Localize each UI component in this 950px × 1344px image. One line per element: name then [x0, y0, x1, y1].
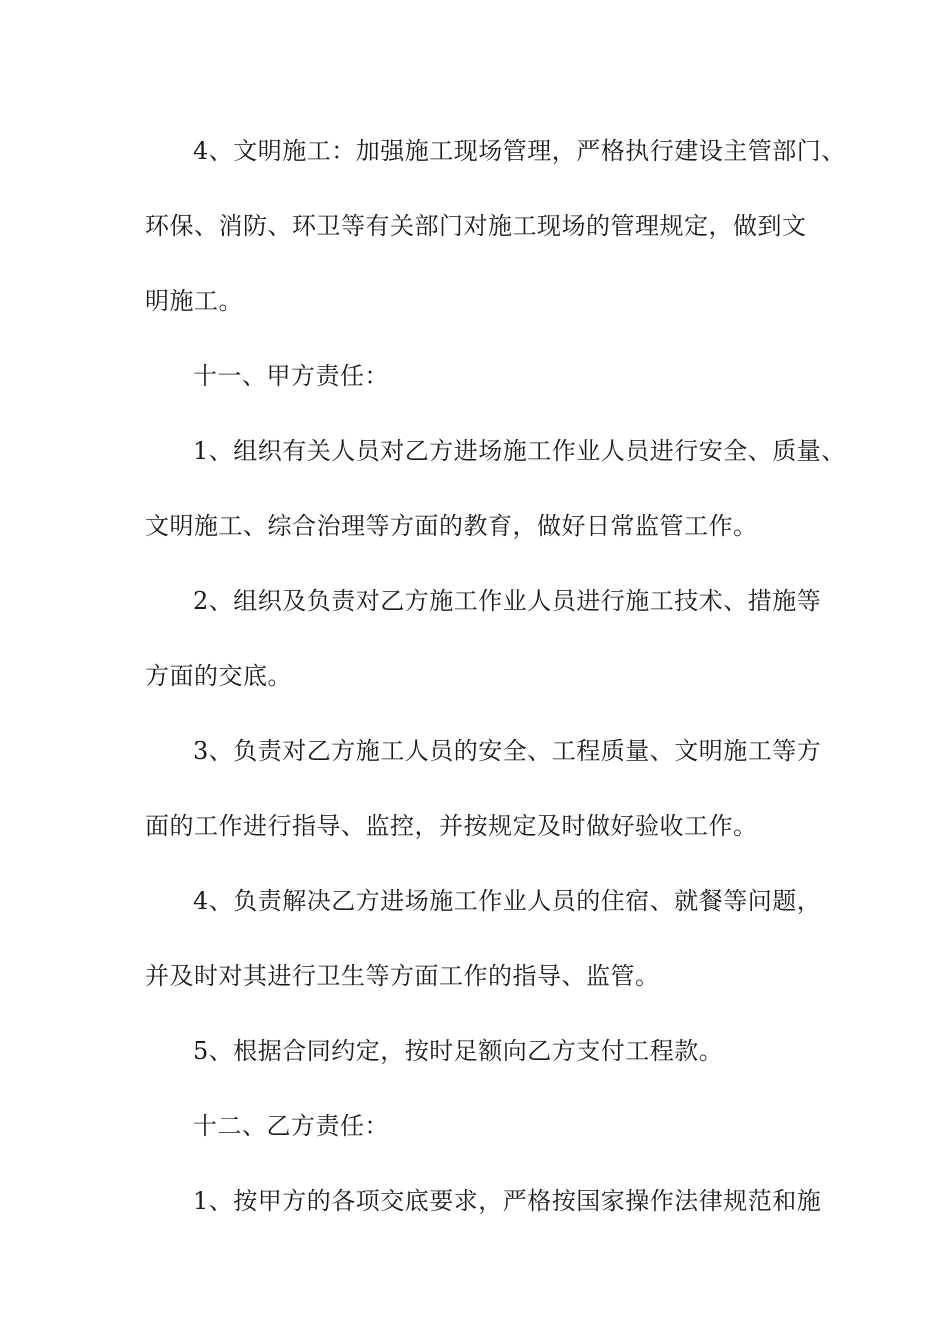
paragraph-line: 面的工作进行指导、监控，并按规定及时做好验收工作。: [145, 812, 758, 840]
paragraph-line: 4、负责解决乙方进场施工作业人员的住宿、就餐等问题，: [193, 887, 822, 915]
section-heading: 十一、甲方责任：: [193, 362, 389, 390]
paragraph-line: 文明施工、综合治理等方面的教育，做好日常监管工作。: [145, 512, 758, 540]
section-heading: 十二、乙方责任：: [193, 1112, 389, 1140]
paragraph-line: 并及时对其进行卫生等方面工作的指导、监管。: [145, 962, 660, 990]
paragraph-line: 方面的交底。: [145, 662, 292, 690]
paragraph-line: 1、组织有关人员对乙方进场施工作业人员进行安全、质量、: [193, 437, 846, 465]
paragraph-line: 3、负责对乙方施工人员的安全、工程质量、文明施工等方: [193, 737, 822, 765]
paragraph-line: 2、组织及负责对乙方施工作业人员进行施工技术、措施等: [193, 587, 822, 615]
paragraph-line: 1、按甲方的各项交底要求，严格按国家操作法律规范和施: [193, 1187, 822, 1215]
paragraph-line: 4、文明施工：加强施工现场管理，严格执行建设主管部门、: [193, 137, 846, 165]
paragraph-line: 5、根据合同约定，按时足额向乙方支付工程款。: [193, 1037, 724, 1065]
paragraph-line: 明施工。: [145, 287, 243, 315]
paragraph-line: 环保、消防、环卫等有关部门对施工现场的管理规定，做到文: [145, 212, 807, 240]
